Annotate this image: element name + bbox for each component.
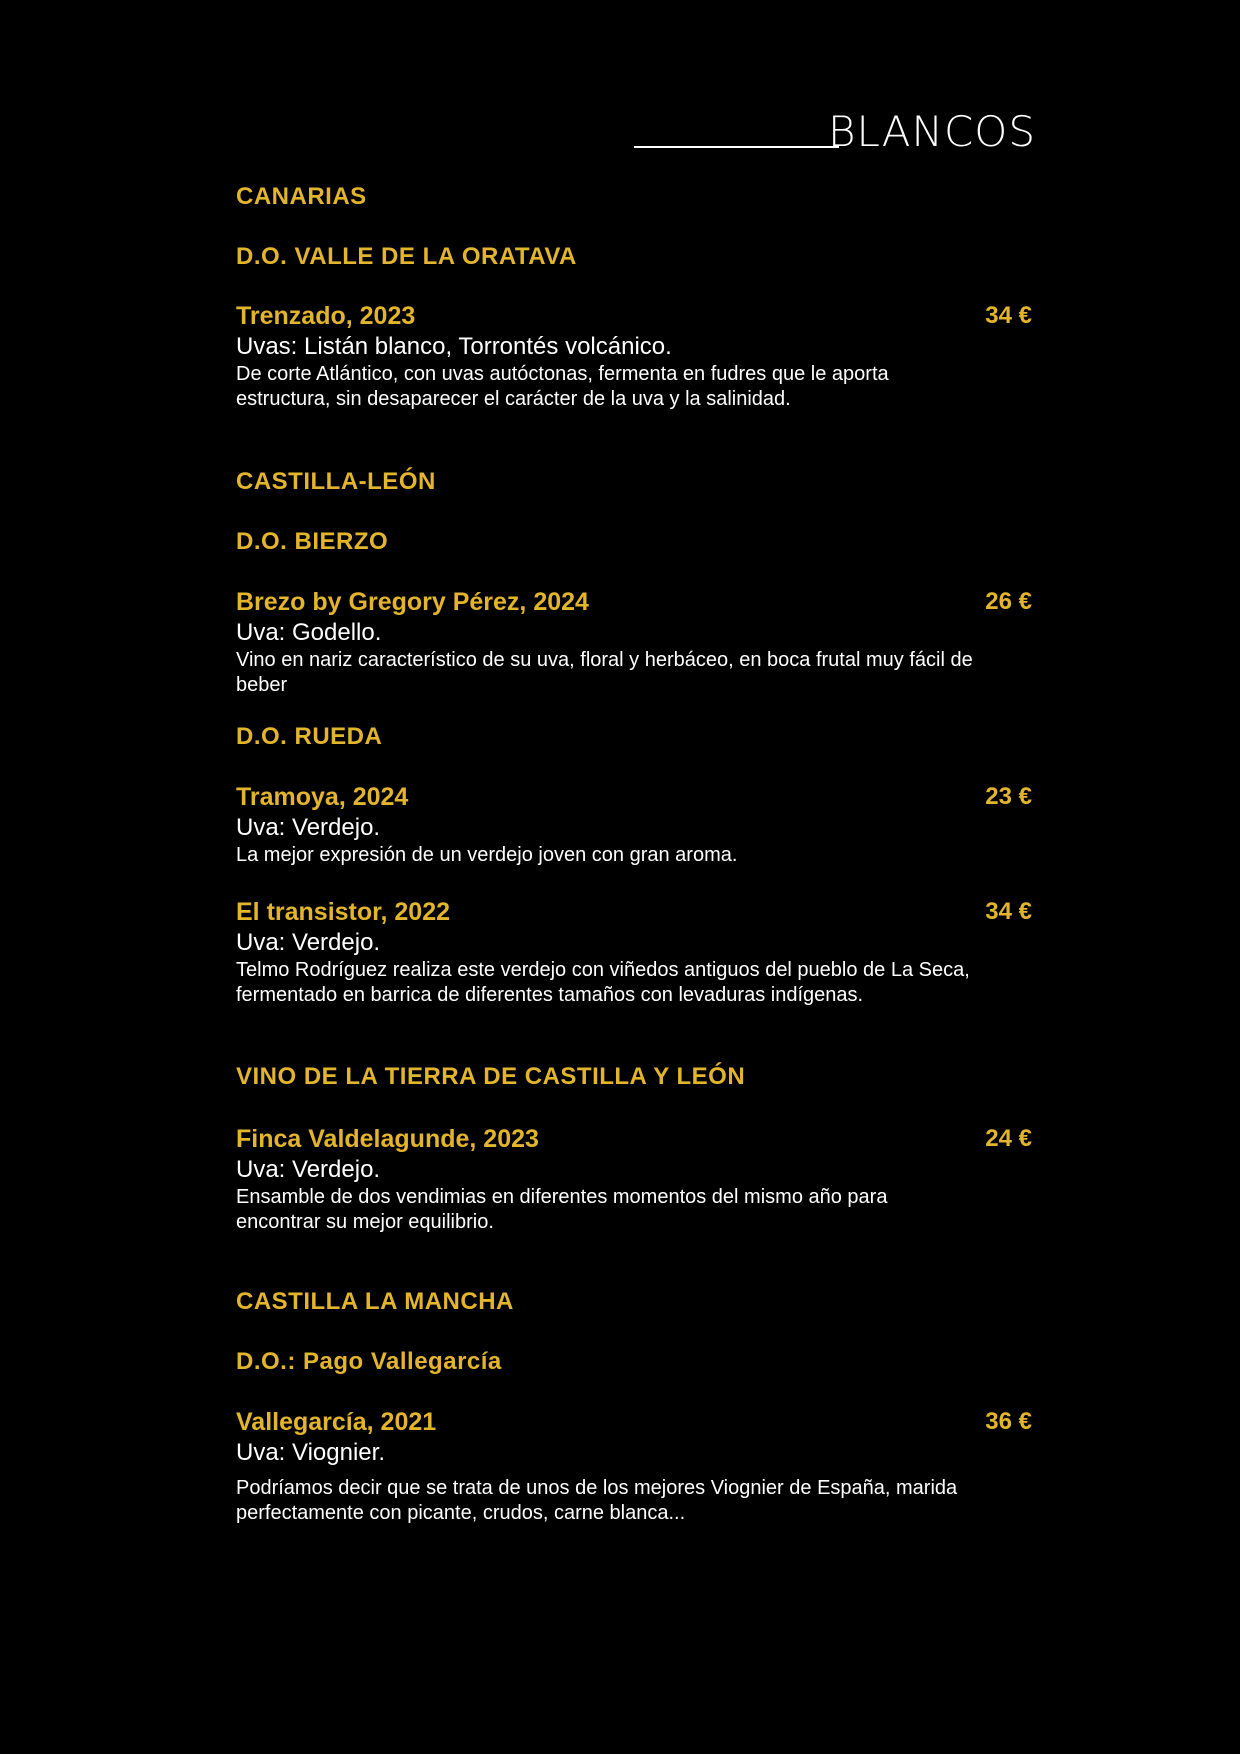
wine-price: 23 € bbox=[985, 783, 1032, 810]
wine-name: Vallegarcía, 2021 bbox=[236, 1408, 437, 1436]
wine-item-brezo bbox=[236, 586, 1036, 698]
do-heading-valle-de-la-orotava: D.O. VALLE DE LA ORATAVA bbox=[236, 243, 577, 270]
wine-item-vallegarcia bbox=[236, 1406, 1036, 1526]
region-heading-castilla-la-mancha: CASTILLA LA MANCHA bbox=[236, 1288, 514, 1315]
wine-item-finca-valdelagunde bbox=[236, 1123, 1036, 1235]
title-underline-rule bbox=[634, 146, 839, 148]
wine-price: 34 € bbox=[985, 898, 1032, 925]
wine-item-trenzado bbox=[236, 300, 1036, 412]
wine-grapes: Uva: Godello. bbox=[236, 619, 382, 646]
wine-grapes: Uva: Verdejo. bbox=[236, 1156, 381, 1183]
wine-price: 36 € bbox=[985, 1408, 1032, 1435]
wine-description: Telmo Rodríguez realiza este verdejo con viñedos antiguos del pueblo de La Seca, fermentado en barrica de diferentes tamaños con levaduras indígenas. bbox=[236, 959, 970, 1006]
wine-name: El transistor, 2022 bbox=[236, 898, 451, 926]
do-heading-bierzo: D.O. BIERZO bbox=[236, 528, 389, 555]
wine-name: Finca Valdelagunde, 2023 bbox=[236, 1125, 539, 1153]
wine-grapes: Uva: Verdejo. bbox=[236, 929, 381, 956]
wine-price: 24 € bbox=[985, 1125, 1032, 1152]
page-header bbox=[634, 104, 1036, 160]
wine-grapes: Uvas: Listán blanco, Torrontés volcánico. bbox=[236, 333, 672, 360]
do-heading-vino-de-la-tierra: VINO DE LA TIERRA DE CASTILLA Y LEÓN bbox=[236, 1063, 746, 1090]
wine-description: La mejor expresión de un verdejo joven con gran aroma. bbox=[236, 844, 738, 866]
wine-grapes: Uva: Viognier. bbox=[236, 1439, 385, 1466]
region-heading-canarias: CANARIAS bbox=[236, 183, 367, 210]
do-heading-pago-vallegarcia: D.O.: Pago Vallegarcía bbox=[236, 1348, 502, 1375]
wine-item-el-transistor bbox=[236, 896, 1036, 1008]
do-heading-rueda: D.O. RUEDA bbox=[236, 723, 383, 750]
wine-price: 26 € bbox=[985, 588, 1032, 615]
wine-name: Tramoya, 2024 bbox=[236, 783, 409, 811]
wine-name: Brezo by Gregory Pérez, 2024 bbox=[236, 588, 589, 616]
page-title: BLANCOS bbox=[827, 107, 1036, 156]
wine-description: De corte Atlántico, con uvas autóctonas, fermenta en fudres que le aporta estructura, sin desaparecer el carácter de la uva y la salinidad. bbox=[236, 363, 889, 410]
wine-description: Vino en nariz característico de su uva, floral y herbáceo, en boca frutal muy fácil de beber bbox=[236, 649, 973, 696]
wine-price: 34 € bbox=[985, 302, 1032, 329]
wine-grapes: Uva: Verdejo. bbox=[236, 814, 381, 841]
wine-item-tramoya bbox=[236, 781, 1036, 868]
wine-description: Podríamos decir que se trata de unos de los mejores Viognier de España, marida perfectamente con picante, crudos, carne blanca... bbox=[236, 1477, 958, 1524]
region-heading-castilla-leon: CASTILLA-LEÓN bbox=[236, 468, 436, 495]
wine-name: Trenzado, 2023 bbox=[236, 302, 416, 330]
wine-description: Ensamble de dos vendimias en diferentes momentos del mismo año para encontrar su mejor equilibrio. bbox=[236, 1186, 888, 1233]
